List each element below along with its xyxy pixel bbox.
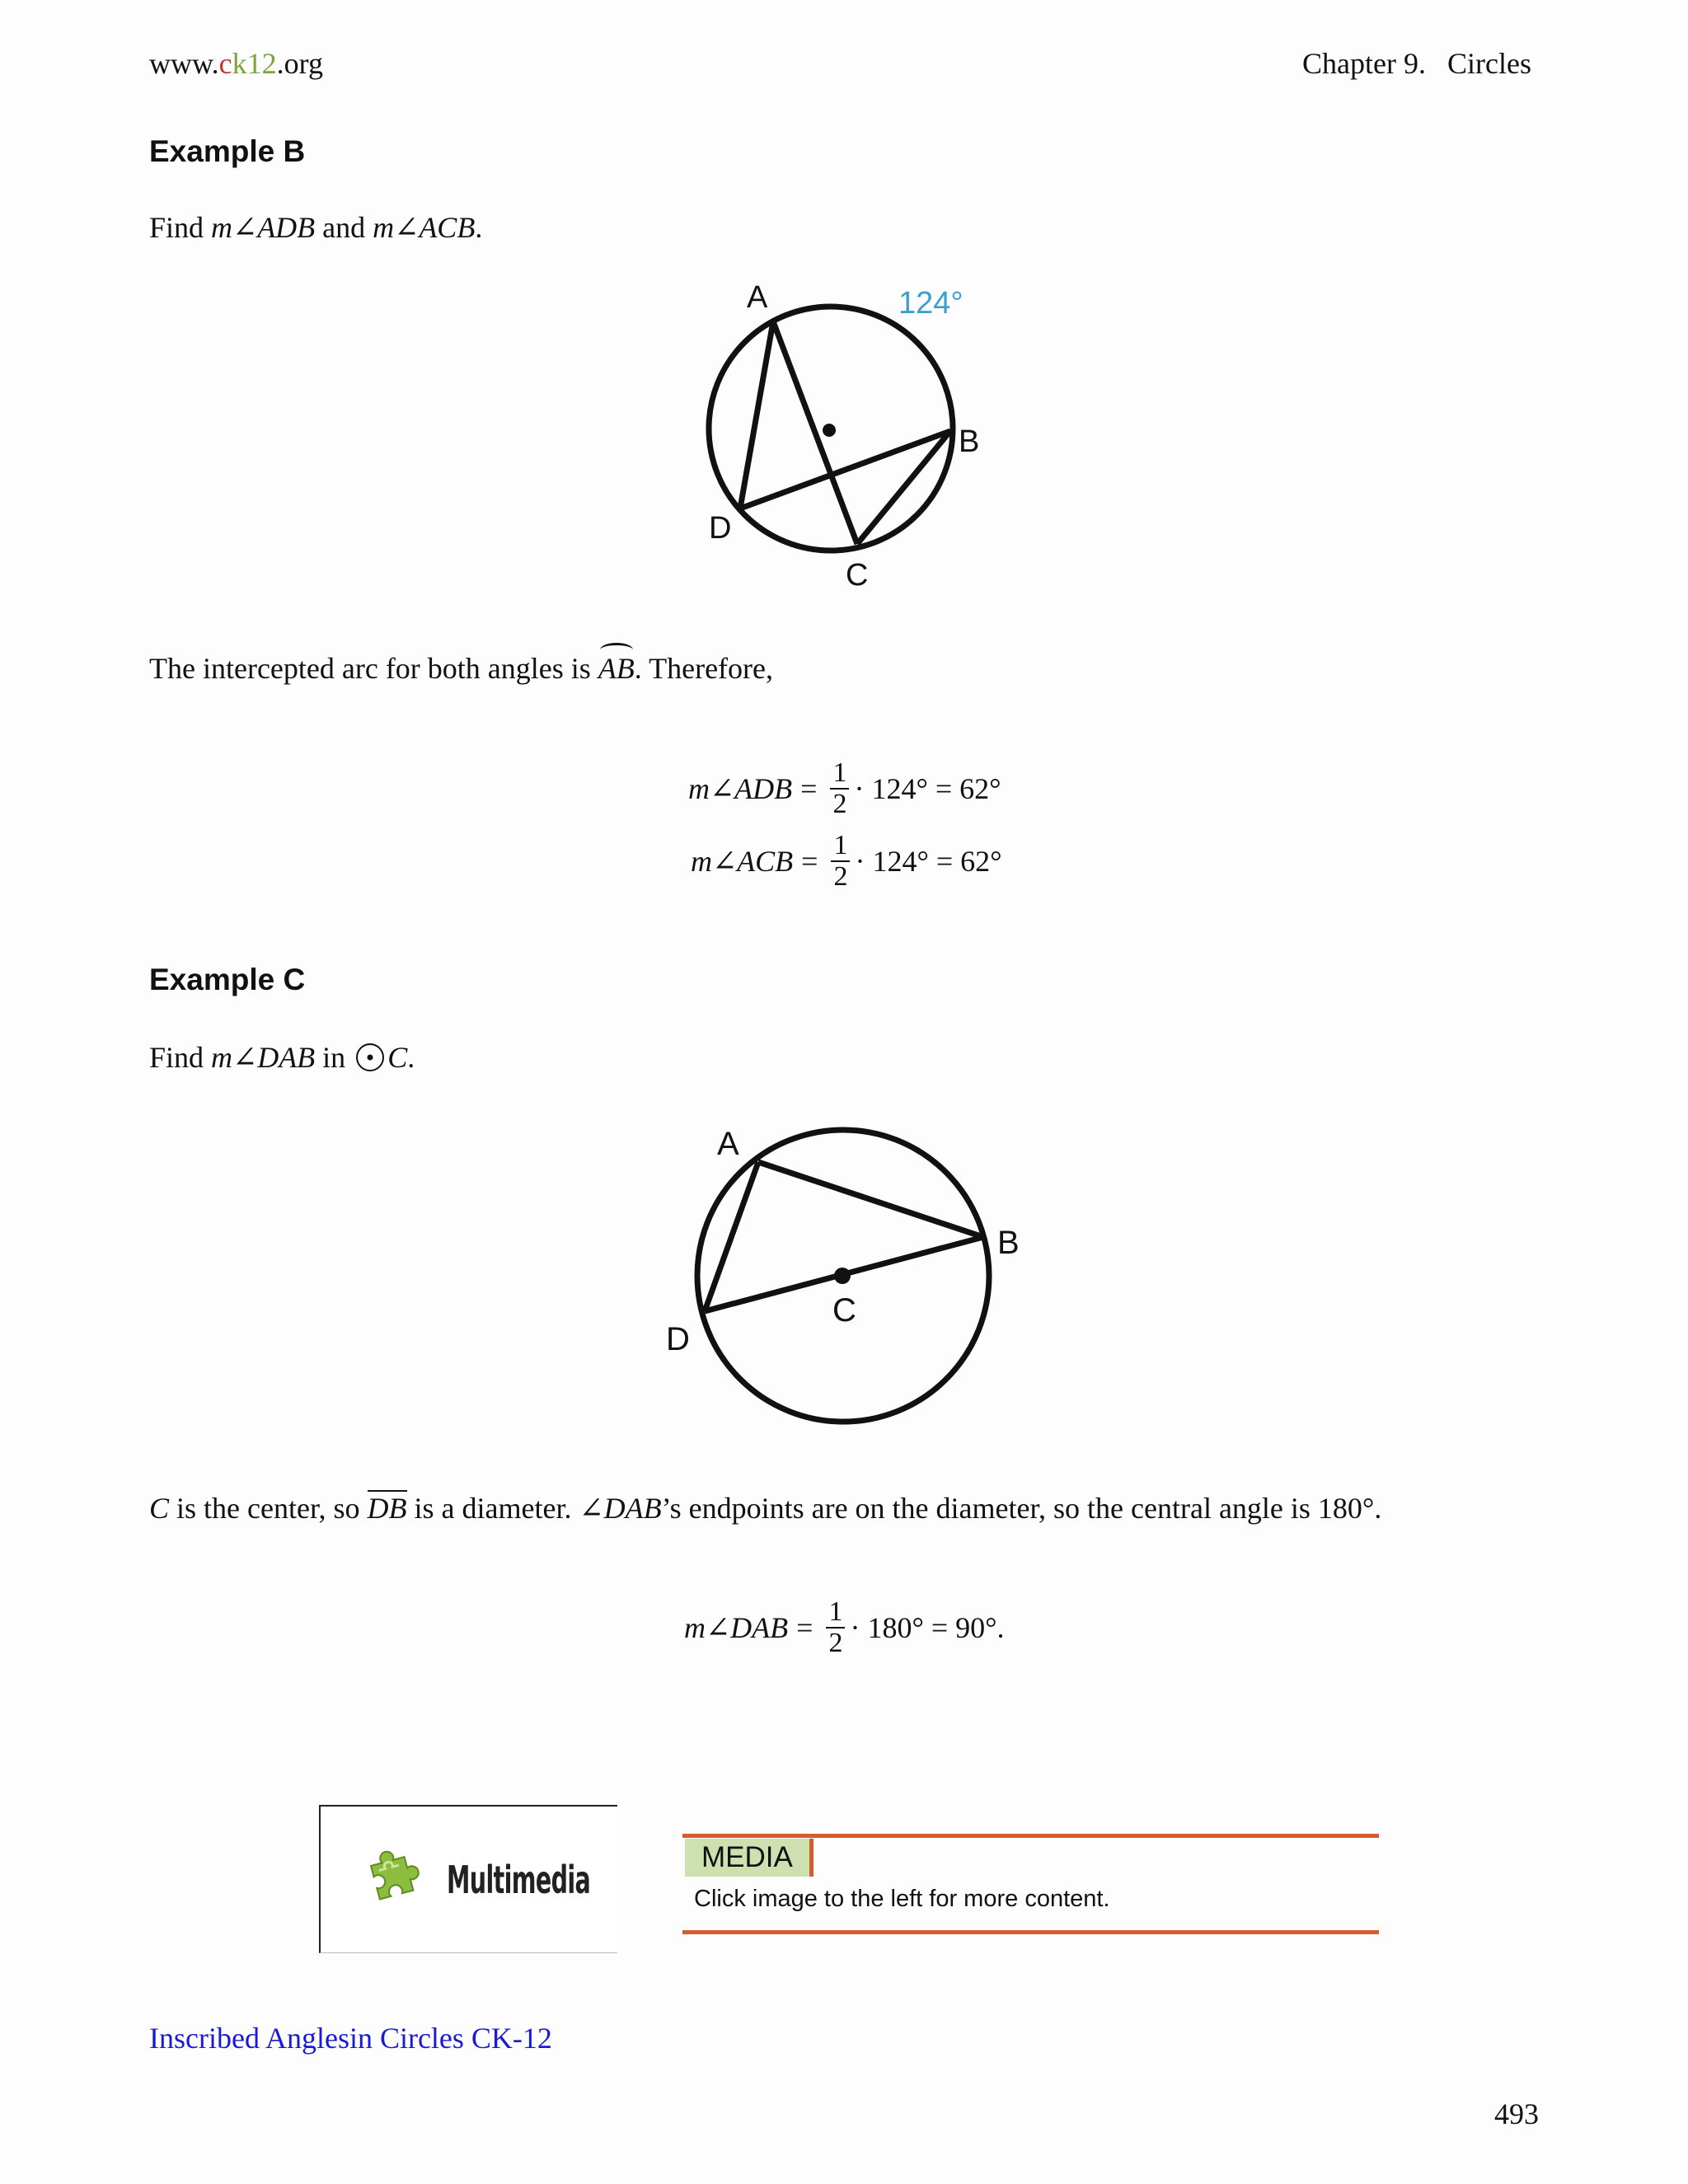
sentence-text: . Therefore, (634, 652, 774, 685)
prompt-text: Find (149, 211, 212, 244)
fraction-numerator: 1 (826, 1597, 845, 1629)
equation-adb (688, 758, 1001, 818)
eq-rhs: · 124° = 62° (854, 771, 1001, 805)
example-c-prompt (149, 1040, 415, 1075)
label-b: B (997, 1225, 1020, 1261)
site-12: 12 (246, 47, 277, 80)
equation-dab (684, 1597, 1005, 1657)
example-c-figure (651, 1117, 1047, 1446)
fraction-numerator: 1 (831, 831, 850, 862)
eq-lhs: m∠DAB (684, 1610, 789, 1644)
media-label: MEDIA (685, 1839, 814, 1877)
arc-measure-label: 124° (898, 286, 964, 321)
site-suffix: .org (276, 47, 323, 80)
center-dot (834, 1268, 851, 1284)
label-b: B (959, 424, 980, 459)
site-c: c (218, 47, 232, 80)
chapter-header (1302, 46, 1531, 81)
label-c: C (832, 1292, 856, 1329)
site-k: k (232, 47, 247, 80)
fraction-denominator: 2 (832, 788, 847, 819)
circle-name: C (387, 1041, 408, 1074)
example-b-title: Example B (149, 134, 306, 168)
segment-ad (740, 321, 773, 509)
prompt-text: in (315, 1041, 354, 1074)
segment-ac (773, 321, 857, 544)
eq-sign: = (796, 1610, 814, 1644)
sentence-text: The intercepted arc for both angles is (149, 652, 598, 685)
segment-db-overline: DB (367, 1492, 407, 1525)
sentence-text: is the center, so (169, 1492, 368, 1525)
chapter-number: Chapter 9. (1302, 47, 1427, 80)
media-caption: Click image to the left for more content. (694, 1886, 1110, 1912)
angle-adb: m∠ADB (211, 211, 316, 244)
angle-acb: m∠ACB (373, 211, 476, 244)
label-a: A (747, 280, 768, 315)
fraction-denominator: 2 (833, 860, 848, 892)
label-d: D (666, 1321, 690, 1357)
example-b-prompt (149, 210, 482, 245)
eq-sign: = (801, 844, 818, 878)
eq-rhs: · 180° = 90°. (850, 1610, 1005, 1644)
eq-lhs: m∠ADB (688, 771, 793, 805)
example-b-figure (676, 280, 1022, 593)
label-d: D (709, 511, 732, 546)
fraction-denominator: 2 (828, 1627, 843, 1658)
prompt-text: . (475, 211, 483, 244)
fraction-half (830, 758, 849, 818)
diameter-sentence (149, 1490, 1381, 1526)
angle-dab: ∠DAB (579, 1492, 662, 1525)
point-c: C (149, 1492, 170, 1525)
center-dot (823, 424, 836, 437)
site-url[interactable] (149, 46, 323, 81)
example-c-title: Example C (149, 963, 306, 996)
fraction-half (826, 1597, 845, 1657)
puzzle-piece-icon (359, 1846, 424, 1912)
arc-ab (598, 651, 635, 686)
eq-sign: = (800, 771, 818, 805)
inscribed-angles-link[interactable]: Inscribed Anglesin Circles CK-12 (149, 2022, 552, 2055)
prompt-text: . (407, 1041, 415, 1074)
eq-lhs: m∠ACB (691, 844, 794, 878)
equation-acb (691, 831, 1002, 891)
chapter-title: Circles (1447, 47, 1531, 80)
page-number: 493 (1494, 2097, 1539, 2130)
arc-ab-text: AB (598, 652, 635, 685)
prompt-text: and (315, 211, 373, 244)
site-prefix: www. (149, 47, 219, 80)
angle-dab: m∠DAB (211, 1041, 316, 1074)
sentence-text: is a diameter. (406, 1492, 579, 1525)
multimedia-thumbnail-text: Multimedia (447, 1858, 591, 1902)
label-a: A (717, 1126, 739, 1162)
label-c: C (846, 558, 869, 593)
fraction-half (831, 831, 850, 891)
intercepted-arc-sentence (149, 651, 773, 686)
prompt-text: Find (149, 1041, 212, 1074)
circle-dot-symbol (356, 1043, 384, 1071)
sentence-text: ’s endpoints are on the diameter, so the central angle is 180°. (661, 1492, 1382, 1525)
eq-rhs: · 124° = 62° (855, 844, 1002, 878)
fraction-numerator: 1 (830, 758, 849, 790)
